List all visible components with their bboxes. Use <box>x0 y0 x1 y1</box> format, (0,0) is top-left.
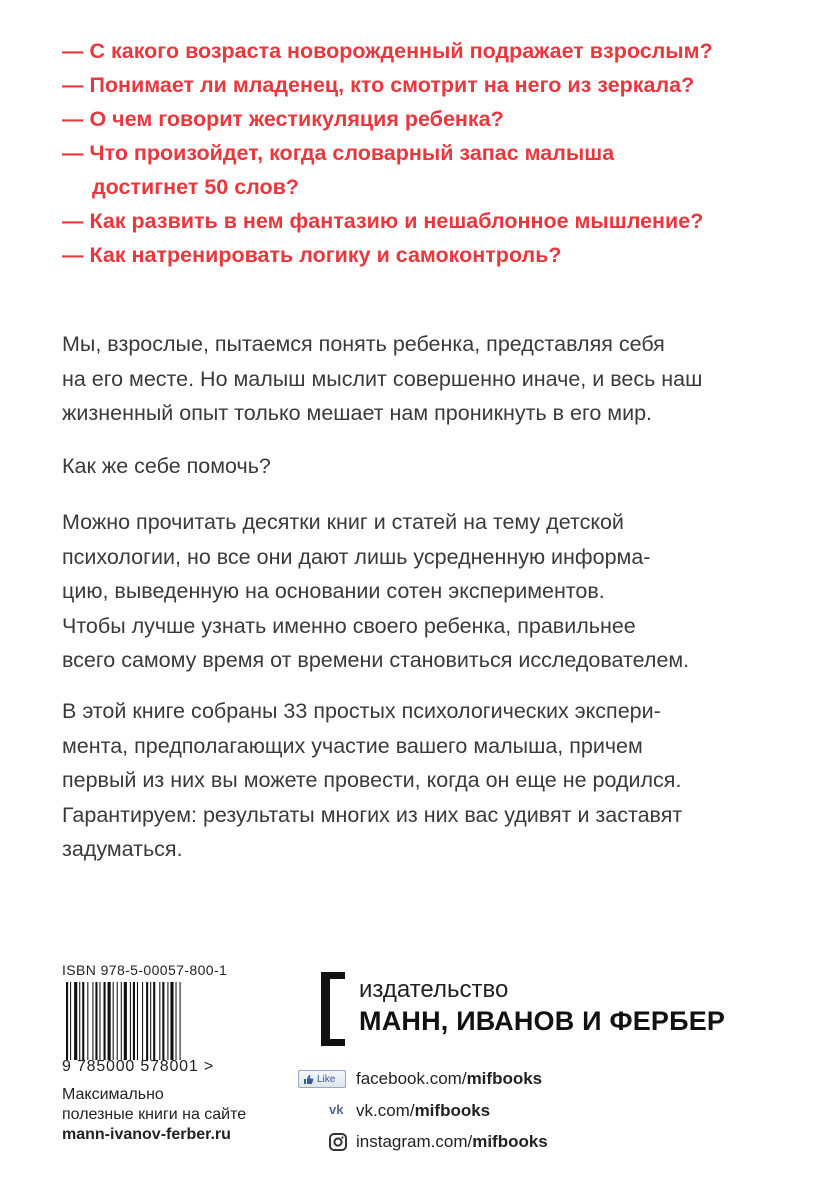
facebook-handle: mifbooks <box>466 1069 543 1088</box>
site-url-link[interactable]: mann-ivanov-ferber.ru <box>62 1126 231 1143</box>
text-line: Гарантируем: результаты многих из них вас удивят и заставят <box>62 802 683 827</box>
text-line: Как же себе помочь? <box>62 454 271 478</box>
text-line: жизненный опыт только мешает нам проникнуть в его мир. <box>62 401 653 425</box>
question-line: достигнет 50 слов? <box>92 175 300 199</box>
instagram-icon <box>329 1133 347 1151</box>
facebook-like-button[interactable] <box>298 1070 346 1088</box>
facebook-domain: facebook.com/ <box>356 1069 467 1088</box>
question-list <box>62 34 802 272</box>
vk-link[interactable] <box>356 1101 490 1121</box>
text-line: всего самому время от времени становиться исследователем. <box>62 648 690 672</box>
site-note-line: Максимально <box>62 1086 164 1103</box>
facebook-link[interactable] <box>356 1069 542 1089</box>
vk-icon <box>328 1102 348 1116</box>
instagram-domain: instagram.com/ <box>356 1132 473 1151</box>
text-line: В этой книге собраны 33 простых психологических экспери- <box>62 699 661 723</box>
question-item: — Как натренировать логику и самоконтроль? <box>62 243 562 267</box>
paragraph-books <box>62 505 782 678</box>
text-line: цию, выведенную на основании сотен экспериментов. <box>62 579 605 603</box>
question-item <box>62 136 802 204</box>
question-item: — О чем говорит жестикуляция ребенка? <box>62 107 504 131</box>
instagram-link[interactable] <box>356 1132 548 1152</box>
text-line: на его месте. Но малыш мыслит совершенно иначе, и весь наш <box>62 366 703 391</box>
question-line: — Что произойдет, когда словарный запас малыша <box>62 141 615 165</box>
text-line: мента, предполагающих участие вашего малыша, причем <box>62 733 643 758</box>
text-line: Можно прочитать десятки книг и статей на тему детской <box>62 510 624 534</box>
question-item: — Понимает ли младенец, кто смотрит на него из зеркала? <box>62 73 695 97</box>
vk-handle: mifbooks <box>414 1101 491 1120</box>
publisher-name: МАНН, ИВАНОВ И ФЕРБЕР <box>359 1006 726 1036</box>
paragraph-question <box>62 449 782 484</box>
site-note-line: полезные книги на сайте <box>62 1106 247 1123</box>
text-line: психологии, но все они дают лишь усредненную информа- <box>62 544 651 569</box>
text-line: Мы, взрослые, пытаемся понять ребенка, представляя себя <box>62 332 665 356</box>
site-note <box>62 1085 246 1145</box>
paragraph-intro <box>62 327 782 431</box>
svg-text:vk: vk <box>329 1102 344 1116</box>
question-item: — Как развить в нем фантазию и нешаблонное мышление? <box>62 209 704 233</box>
text-line: задуматься. <box>62 837 183 861</box>
vk-domain: vk.com/ <box>356 1101 415 1120</box>
like-label: Like <box>317 1074 336 1085</box>
bracket-icon <box>321 972 347 1046</box>
text-line: первый из них вы можете провести, когда он еще не родился. <box>62 768 682 792</box>
publisher-prefix: издательство <box>359 976 509 1003</box>
text-line: Чтобы лучше узнать именно своего ребенка, правильнее <box>62 613 636 638</box>
instagram-handle: mifbooks <box>472 1132 548 1151</box>
question-item: — С какого возраста новорожденный подражает взрослым? <box>62 39 713 63</box>
paragraph-experiments <box>62 694 782 867</box>
isbn-label: ISBN 978-5-00057-800-1 <box>62 962 228 978</box>
barcode-digits: 9 785000 578001 > <box>62 1058 214 1075</box>
thumbs-up-icon <box>303 1074 314 1085</box>
barcode-icon <box>66 982 236 1060</box>
